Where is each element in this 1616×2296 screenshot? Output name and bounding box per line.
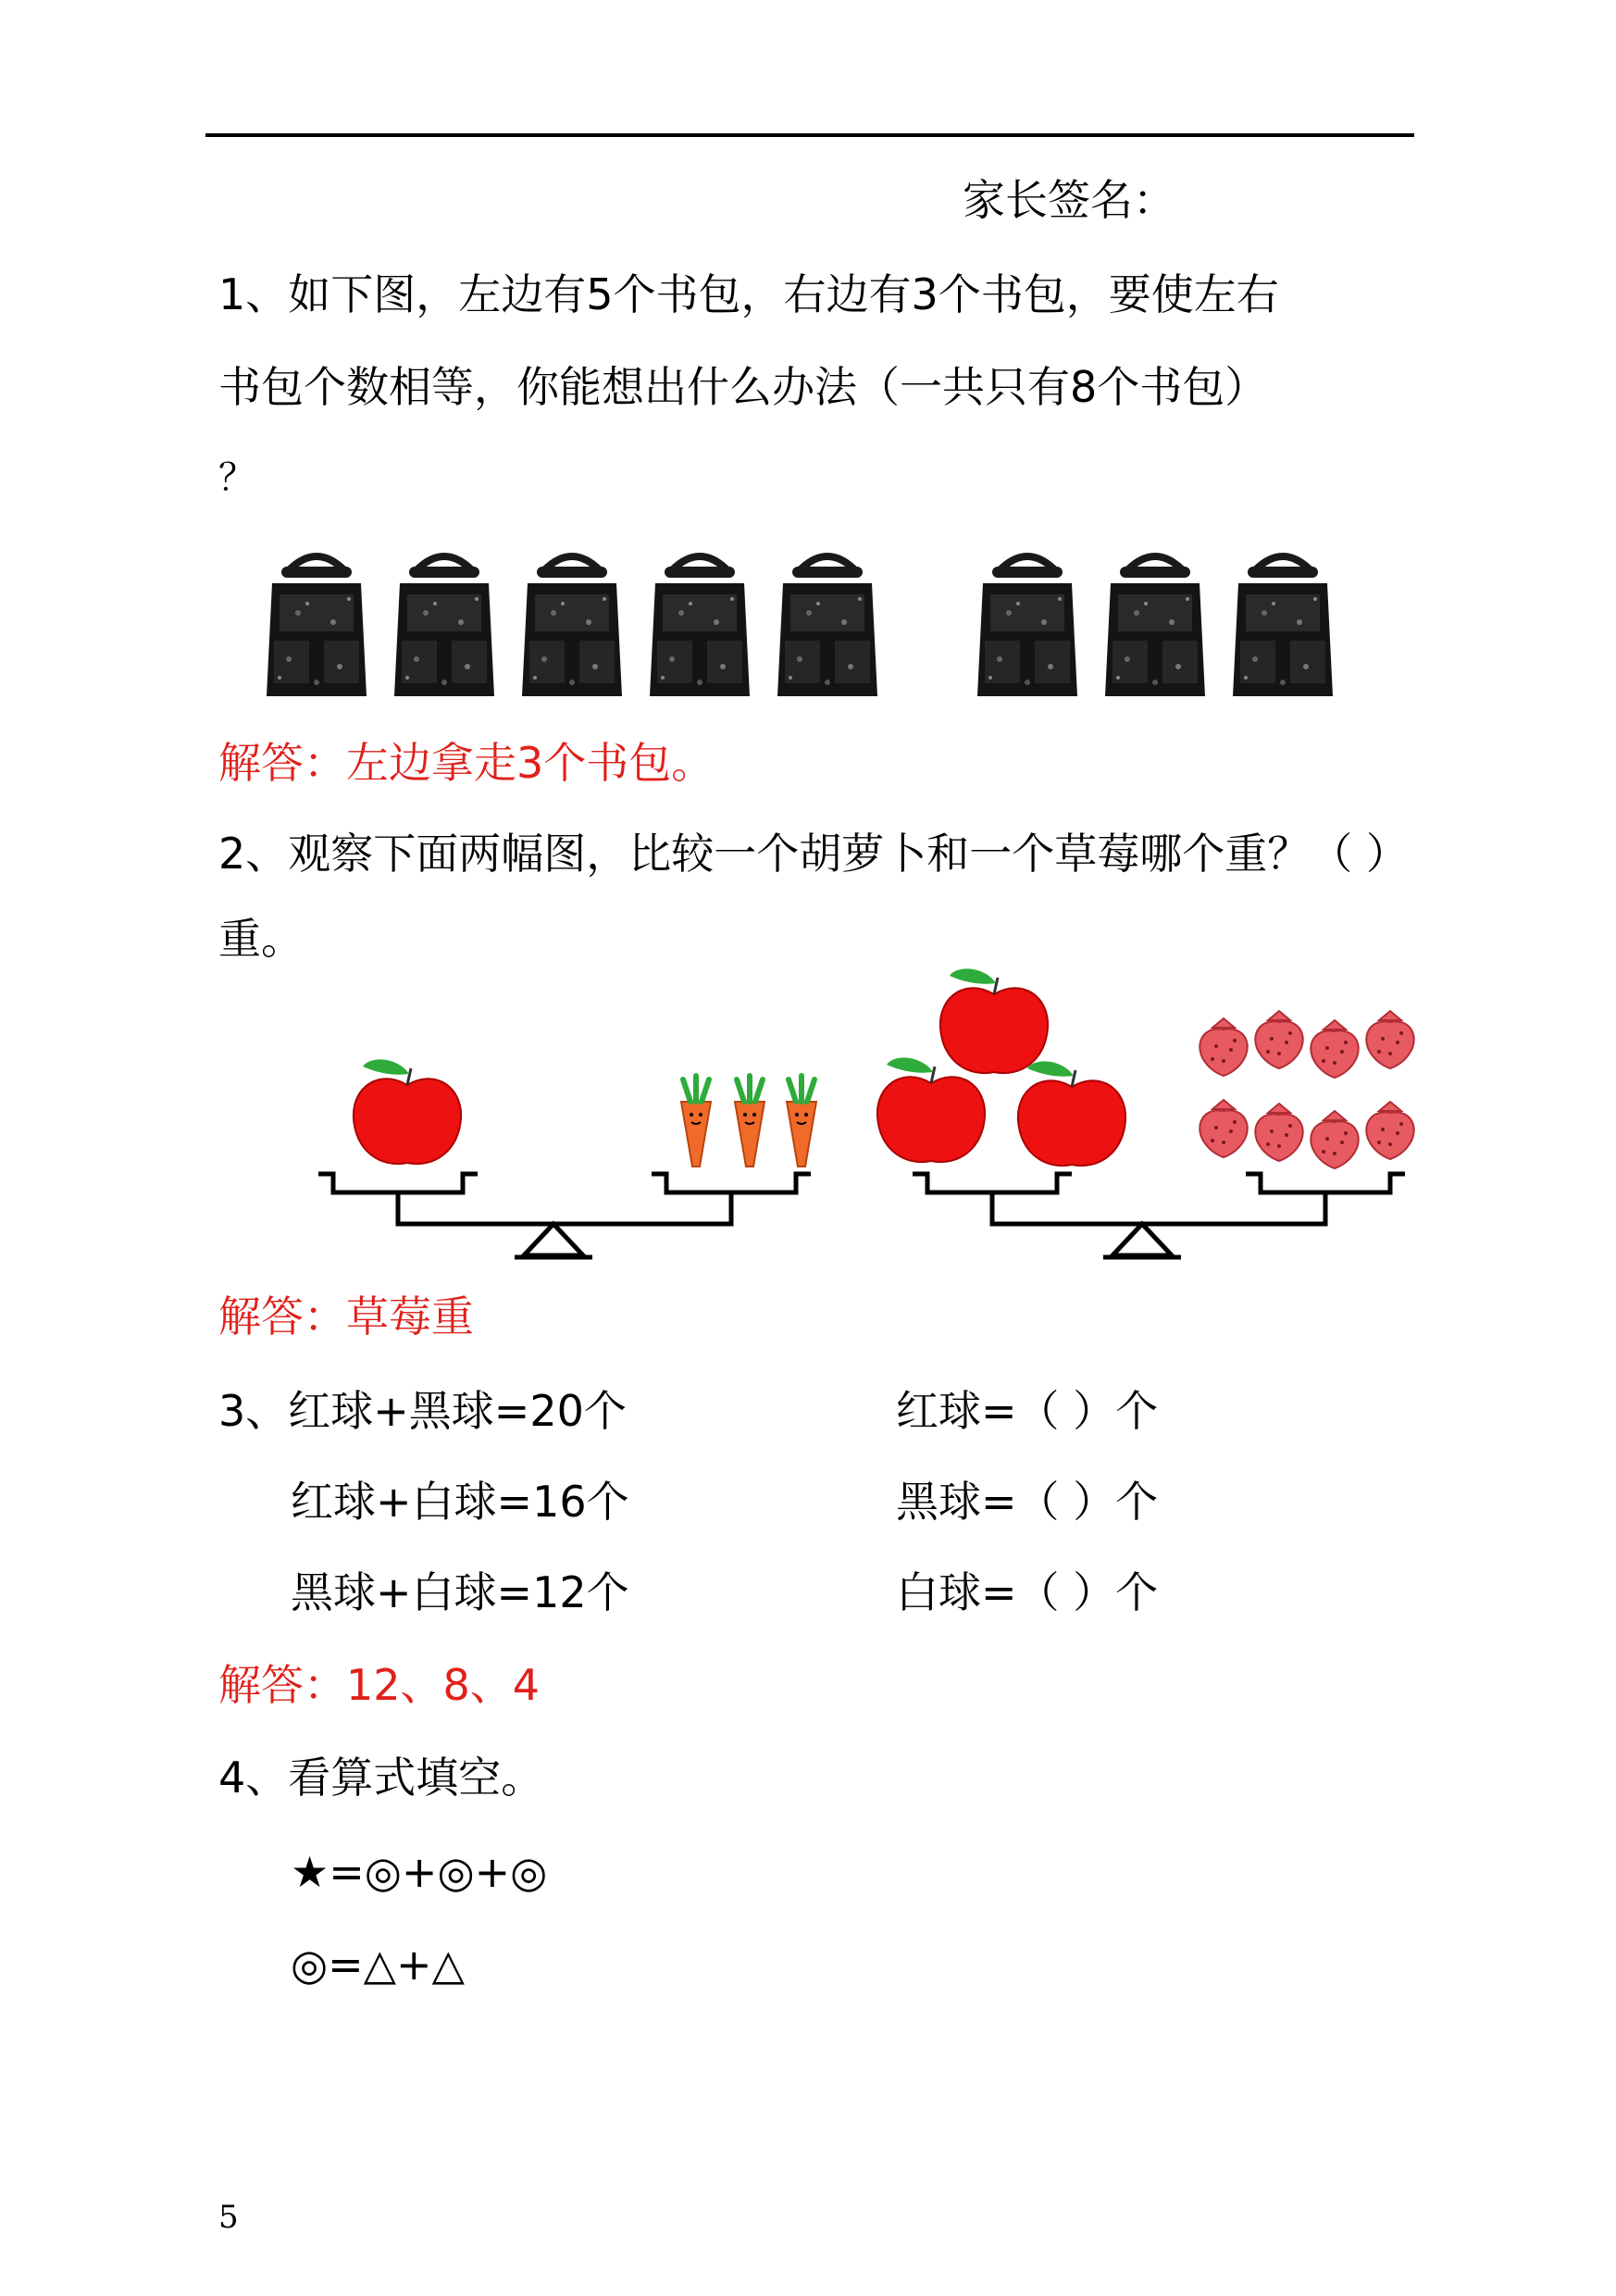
strawberry-icon <box>1311 1111 1358 1168</box>
strawberry-icon <box>1200 1018 1247 1076</box>
q3-answer: 解答：12、8、4 <box>218 1660 541 1710</box>
parent-signature-label: 家长签名： <box>963 175 1175 225</box>
strawberry-icon <box>1311 1020 1358 1078</box>
q1-line3: ？ <box>218 456 255 499</box>
q4-line1: 4、看算式填空。 <box>218 1753 544 1803</box>
strawberry-icon <box>1255 1104 1302 1161</box>
carrot-icon <box>681 1076 711 1167</box>
q4-equation2: ◎=△+△ <box>291 1940 465 1990</box>
q3-right-row2: 黑球=（ ）个 <box>896 1477 1159 1527</box>
backpack-icon <box>267 556 367 696</box>
backpack-icon <box>650 556 750 696</box>
backpack-icon <box>777 556 877 696</box>
apple-icon <box>940 968 1048 1073</box>
q3-right-row3: 白球=（ ）个 <box>896 1567 1159 1617</box>
backpack-icon <box>1105 556 1205 696</box>
strawberry-icon <box>1255 1011 1302 1068</box>
apple-icon <box>1018 1061 1125 1166</box>
q2-line1: 2、观察下面两幅图，比较一个胡萝卜和一个草莓哪个重？（ ） <box>218 829 1409 879</box>
backpack-icon <box>394 556 494 696</box>
q2-line2: 重。 <box>218 914 304 964</box>
balance-scale-1 <box>318 1174 811 1257</box>
backpack-icon <box>977 556 1077 696</box>
q3-right-row1: 红球=（ ）个 <box>896 1386 1159 1436</box>
q2-answer: 解答：草莓重 <box>218 1292 474 1341</box>
strawberry-icon <box>1200 1100 1247 1157</box>
carrot-icon <box>735 1076 764 1167</box>
q1-line1: 1、如下图，左边有5个书包，右边有3个书包，要使左右 <box>218 269 1279 319</box>
apple-icon <box>877 1057 985 1162</box>
carrot-icon <box>787 1076 816 1167</box>
backpack-icon <box>1233 556 1333 696</box>
strawberry-icon <box>1366 1102 1413 1159</box>
q4-equation1: ★=◎+◎+◎ <box>291 1847 548 1897</box>
q1-line2: 书包个数相等，你能想出什么办法（一共只有8个书包） <box>218 362 1268 412</box>
apple-icon <box>354 1059 461 1164</box>
q1-answer: 解答：左边拿走3个书包。 <box>218 738 715 788</box>
q3-left-row3: 黑球+白球=12个 <box>291 1567 629 1617</box>
backpack-icon <box>522 556 622 696</box>
q3-left-row2: 红球+白球=16个 <box>291 1477 629 1527</box>
header-rule <box>205 133 1414 137</box>
balance-figure <box>0 981 1616 1259</box>
balance-scale-2 <box>913 1174 1405 1257</box>
page-number: 5 <box>218 2199 239 2236</box>
strawberry-icon <box>1366 1011 1413 1068</box>
q3-left-row1: 3、红球+黑球=20个 <box>218 1386 627 1436</box>
backpacks-figure <box>0 555 1616 741</box>
